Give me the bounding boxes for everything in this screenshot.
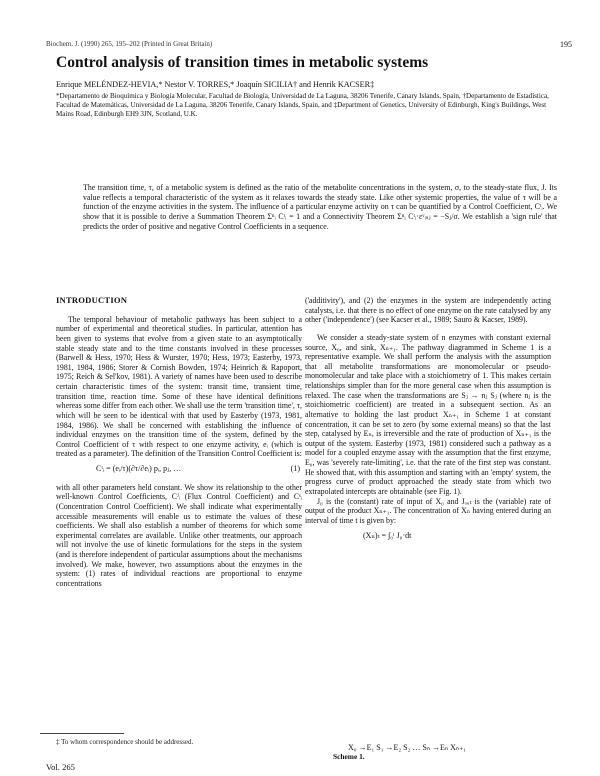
equation-2: (Xₙ)ₜ = ∫₀ᵗ J₀·dt xyxy=(363,531,412,541)
left-column xyxy=(56,296,302,589)
intro-paragraph-1: The temporal behaviour of metabolic pathways has been subject to a number of experimental and theoretical studies. In particular, attention has been given to systems that evolve from a given state to an asymptotically stable steady state and to the time constants involved in these processes (Barwell & Hess, 1970; Hess & Wurster, 1970; Hess, 1973; Easterby, 1973, 1981, 1984, 1986; Storer & Cornish Bowden, 1974; Heinrich & Rapoport, 1975; Reich & Sel'kov, 1981). A variety of names have been used to describe certain characteristic times of the system: transit time, transient time, transition time, reaction time. Some of these have identical definitions whereas some differ from each other. We shall use the term 'transition time', τ, which will be seen to be identical with that used by Easterby (1973, 1981, 1984, 1986). We shall be concerned with establishing the influence of individual enzymes on the transition time of the system, defined by the Control Coefficient of τ with respect to one enzyme activity, eᵢ (which is treated as a parameter). The definition of the Transition Control Coefficient is: xyxy=(56,314,302,459)
section-heading-introduction: INTRODUCTION xyxy=(56,295,128,305)
paper-title: Control analysis of transition times in metabolic systems xyxy=(56,54,429,71)
intro-paragraph-2: with all other parameters held constant. We show its relationship to the other well-known Control Coefficients, Cᴶᵢ (Flux Control Coefficient) and Cˢᵢ (Concentration Control Coefficient). We shall indicate what experimentally accessible measurements will enable us to estimate the values of these coefficients. We shall also establish a number of theorems for which some experimental correlates are available. Unlike other treatments, our approach will not involve the use of kinetic formulations for the steps in the system (and is therefore independent of particular assumptions about the mechanisms involved). We make, however, two assumptions about the enzymes in the system: (1) rates of individual reactions are proportional to enzyme concentrations xyxy=(56,482,302,588)
intro-paragraph-3: ('additivity'), and (2) the enzymes in the system are independently acting catalysts, i.e. that there is no effect of one enzyme on the rate catalysed by any other ('independence') (see Kacser et al., 1989; Sauro & Kacser, 1989). xyxy=(305,296,551,325)
journal-citation: Biochem. J. (1990) 265, 195–202 (Printed in Great Britain) xyxy=(46,40,213,48)
scheme-1-diagram: X₀ →E₁ S₁ →E₂ S₂ … Sₙ →Eₙ Xₙ₊₁ xyxy=(348,743,467,752)
footnote: ‡ To whom correspondence should be addressed. xyxy=(56,738,194,746)
volume-label: Vol. 265 xyxy=(46,762,75,772)
abstract: The transition time, τ, of a metabolic system is defined as the ratio of the metabolite concentrations in the system, σ, to the steady-state flux, J. Its value reflects a temporal characteristic of the system as it relaxes towards the steady state. Like other systemic properties, the value of τ will be a function of the enzyme activities in the system. The influence of a particular enzyme activity on τ can be quantified by a Control Coefficient, Cᵗᵢ. We show that it is possible to derive a Summation Theorem Σⁿᵢ Cᵗᵢ = 1 and a Connectivity Theorem Σⁿᵢ Cᵗᵢ·εᵛᵢₛⱼ = −Sⱼ/σ. We establish a 'sign rule' that predicts the order of positive and negative Control Coefficients in a sequence. xyxy=(83,183,557,231)
affiliations: *Departamento de Bioquímica y Biología Molecular, Facultad de Biología, Universidad de La Laguna, 38206 Tenerife, Canary Islands, Spain, †Departamento de Estadística, Facultad de Matemáticas, Universidad de La Laguna, 38206 Tenerife, Canary Islands, Spain, and ‡Department of Genetics, University of Edinburgh, King's Buildings, West Mains Road, Edinburgh EH9 3JN, Scotland, U.K. xyxy=(56,92,549,118)
equation-1-body: Cᵗᵢ = (eᵢ/τ)(∂τ/∂eᵢ) pᵢ, pⱼ, … xyxy=(96,464,182,473)
equation-1-number: (1) xyxy=(290,464,300,473)
intro-paragraph-5: J₀ is the (constant) rate of input of X₀ and Jₒᵤₜ is the (variable) rate of output of the product Xₙ₊₁. The concentration of Xₙ having entered during an interval of time t is given by: xyxy=(305,496,551,525)
right-column xyxy=(305,296,551,551)
page-number: 195 xyxy=(560,40,572,49)
footnote-rule xyxy=(40,733,124,734)
equation-1 xyxy=(56,464,302,474)
scheme-1-label: Scheme 1. xyxy=(333,752,365,761)
intro-paragraph-4: We consider a steady-state system of n enzymes with constant external source, X₀, and sink, Xₙ₊₁. The pathway diagrammed in Scheme 1 is a representative example. We shall perform the analysis with the assumption that all metabolite transformations are monomolecular or pseudo-monomolecular and take place with a stoichiometry of 1. This makes certain relationships simpler than for the more general case when this assumption is relaxed. The case when the transformations are Sⱼ → nⱼ Sⱼ (where nⱼ is the stoichiometric coefficient) are treated in a subsequent section. As an alternative to holding the last product Xₙ₊₁ in Scheme 1 at constant concentration, it can be set to zero (by some external means) so that the last step, catalysed by Eₙ, is irreversible and the rate of production of Xₙ₊₁ is the output of the system. Easterby (1973, 1981) considered such a pathway as a model for a coupled enzyme assay with the assumption that the first enzyme, E₀, was 'severely rate-limiting', i.e. that the rate of the first step was constant. He showed that, with this assumption and starting with an 'empty' system, the progress curve of product approached the steady state from which two extrapolated intercepts are obtainable (see Fig. 1). xyxy=(305,332,551,496)
author-list: Enrique MELÉNDEZ-HEVIA,* Nestor V. TORRES,* Joaquín SICILIA† and Henrik KACSER‡ xyxy=(56,80,375,89)
